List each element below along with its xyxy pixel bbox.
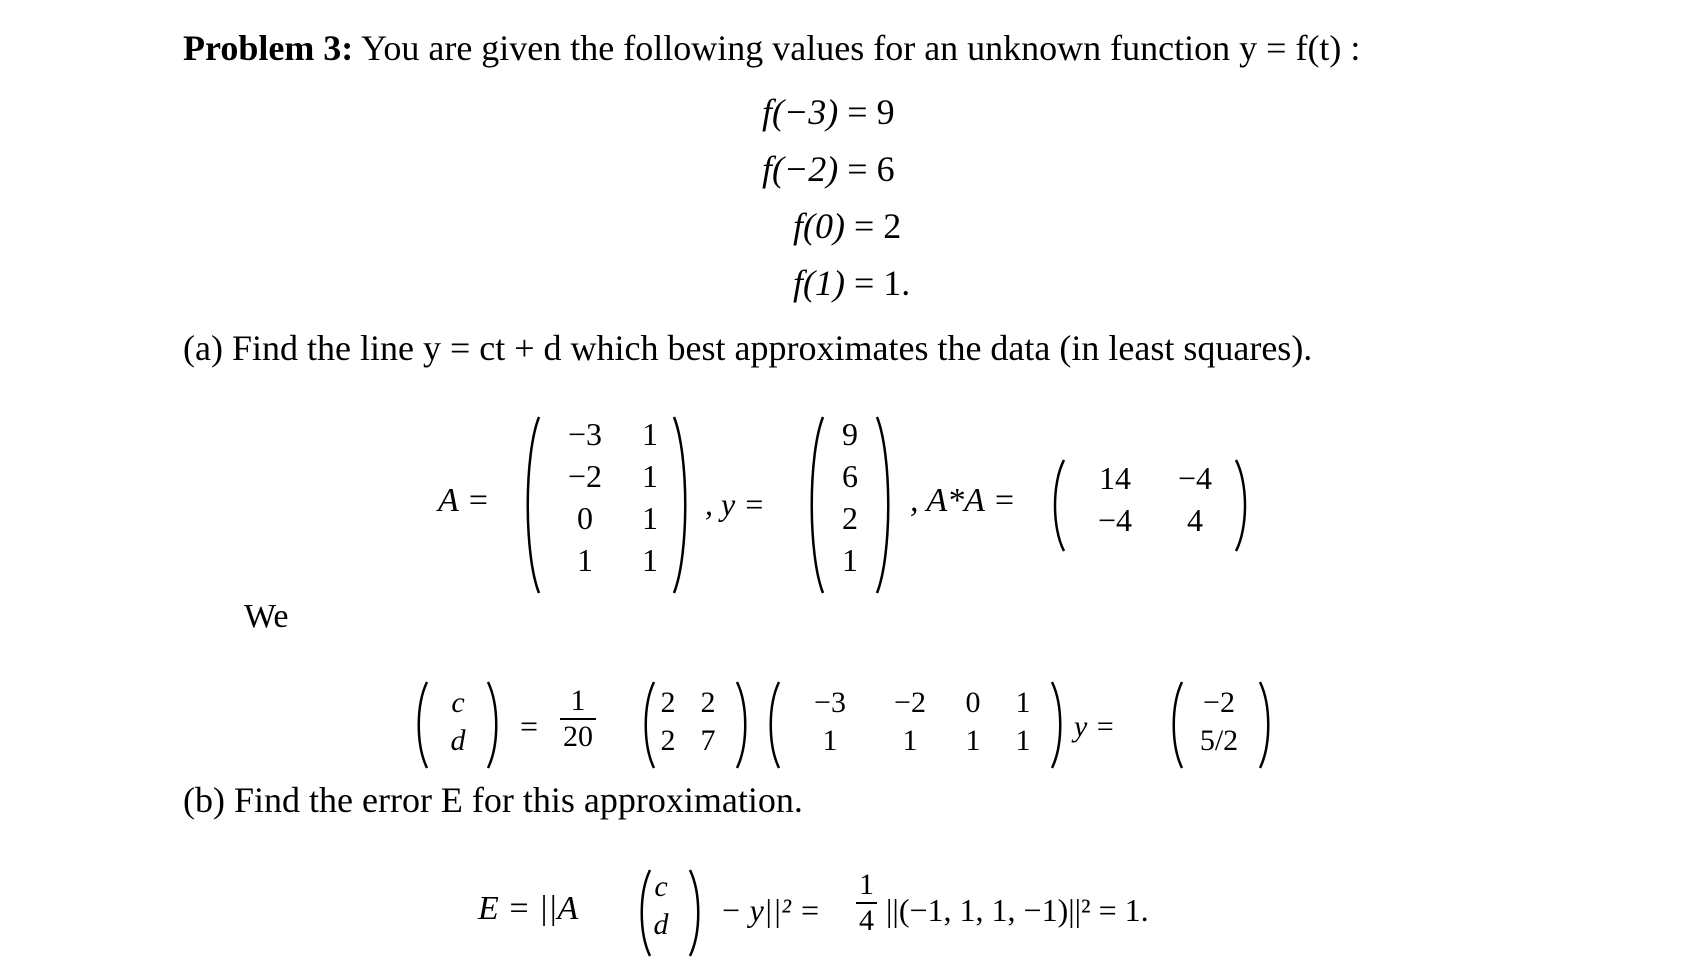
matrix-cell: 1 — [965, 724, 981, 757]
part-a-heading — [183, 330, 1312, 366]
matrix-cell: 1 — [822, 724, 838, 757]
m1-col2 — [690, 688, 726, 764]
value-rhs: = 1. — [853, 263, 911, 303]
matrix-cell: −2 — [567, 458, 603, 494]
vector-y-right-paren — [875, 415, 897, 595]
matrix-cell: 14 — [1099, 460, 1131, 496]
matrix-cell: 1 — [642, 416, 658, 452]
matrix-cell: −3 — [814, 686, 846, 719]
vector-cell: 9 — [842, 416, 858, 452]
matrix-cell: 2 — [660, 724, 676, 757]
matrix-cell: 1 — [1015, 724, 1031, 757]
vector-cell: −2 — [1203, 686, 1235, 719]
m2-col1 — [800, 688, 860, 764]
value-row — [762, 151, 895, 187]
matrix-cell: 0 — [965, 686, 981, 719]
problem-statement — [183, 30, 1360, 66]
value-rhs: = 6 — [847, 149, 895, 189]
cd-vector — [438, 688, 478, 764]
result-left-paren — [1168, 680, 1184, 770]
vector-cell: 1 — [842, 542, 858, 578]
vector-cell: d — [653, 908, 669, 941]
matrix-cell: −4 — [1097, 502, 1133, 538]
vector-y-label: , y = — [705, 486, 765, 522]
equals-sign: = — [520, 708, 539, 744]
matrix-cell: 1 — [642, 500, 658, 536]
vector-y-left-paren — [803, 415, 825, 595]
matrix-a-col2 — [630, 418, 670, 586]
problem-label: Problem 3: — [183, 28, 354, 68]
error-cd-vector — [641, 872, 681, 948]
vector-cell: c — [654, 870, 668, 903]
value-rhs: = 2 — [853, 206, 902, 246]
matrix-cell: 4 — [1187, 502, 1203, 538]
value-row — [793, 208, 901, 244]
we-text: We — [244, 598, 289, 635]
fraction-numerator: 1 — [560, 684, 596, 720]
matrix-a-right-paren — [672, 415, 694, 595]
matrix-cell: 1 — [642, 458, 658, 494]
fraction-1-20 — [560, 684, 596, 754]
matrix-cell: −4 — [1177, 460, 1213, 496]
error-mid: − y||² = — [720, 892, 821, 928]
fraction-numerator: 1 — [856, 868, 877, 904]
m1-right-paren — [735, 680, 751, 770]
vector-cell: d — [450, 724, 466, 757]
matrix-cell: −2 — [894, 686, 926, 719]
m2-right-paren — [1050, 680, 1066, 770]
matrix-a-label: A = — [438, 482, 490, 519]
matrix-cell: −3 — [567, 416, 603, 452]
m2-col3 — [955, 688, 991, 764]
matrix-cell: 1 — [642, 542, 658, 578]
vector-cell: 6 — [842, 458, 858, 494]
error-lhs: E = ||A — [478, 890, 579, 927]
m2-col2 — [880, 688, 940, 764]
astara-col1 — [1080, 462, 1150, 546]
value-rhs: = 9 — [847, 92, 895, 132]
result-right-paren — [1258, 680, 1274, 770]
matrix-a-left-paren — [519, 415, 541, 595]
value-lhs: f(0) — [793, 206, 845, 246]
m2-left-paren — [765, 680, 781, 770]
part-a-text: Find the line y = ct + d which best approximates the data (in least squares). — [231, 328, 1313, 368]
value-lhs: f(−3) — [762, 92, 839, 132]
result-vector — [1184, 688, 1254, 764]
matrix-cell: 7 — [700, 724, 716, 757]
matrix-cell: 0 — [577, 500, 593, 536]
matrix-cell: 1 — [577, 542, 593, 578]
times-y-label: y = — [1074, 710, 1116, 743]
part-b-text: Find the error E for this approximation. — [233, 780, 803, 820]
vector-cell: 5/2 — [1199, 724, 1239, 757]
part-a-label: (a) — [183, 328, 223, 368]
fraction-1-4 — [856, 868, 877, 938]
matrix-cell: 1 — [1015, 686, 1031, 719]
m1-col1 — [650, 688, 686, 764]
vector-cell: c — [451, 686, 465, 719]
fraction-denominator: 4 — [859, 904, 874, 937]
vector-y-col — [830, 418, 870, 586]
problem-text: You are given the following values for an unknown function y = f(t) : — [360, 28, 1361, 68]
part-b-label: (b) — [183, 780, 225, 820]
matrix-cell: 2 — [660, 686, 676, 719]
matrix-a-col1 — [555, 418, 615, 586]
astara-col2 — [1160, 462, 1230, 546]
value-row — [762, 94, 895, 130]
cd-left-paren — [413, 680, 429, 770]
fraction-denominator: 20 — [563, 720, 593, 753]
error-rhs: ||(−1, 1, 1, −1)||² = 1. — [886, 892, 1149, 928]
error-cd-right-paren — [688, 868, 704, 958]
part-b-heading — [183, 782, 803, 818]
astara-right-paren — [1234, 458, 1252, 553]
astara-label: , A*A = — [910, 482, 1016, 519]
m2-col4 — [1005, 688, 1041, 764]
matrix-cell: 2 — [700, 686, 716, 719]
matrix-cell: 1 — [902, 724, 918, 757]
vector-cell: 2 — [842, 500, 858, 536]
value-row — [793, 265, 910, 301]
value-lhs: f(1) — [793, 263, 845, 303]
value-lhs: f(−2) — [762, 149, 839, 189]
astara-left-paren — [1048, 458, 1066, 553]
cd-right-paren — [486, 680, 502, 770]
